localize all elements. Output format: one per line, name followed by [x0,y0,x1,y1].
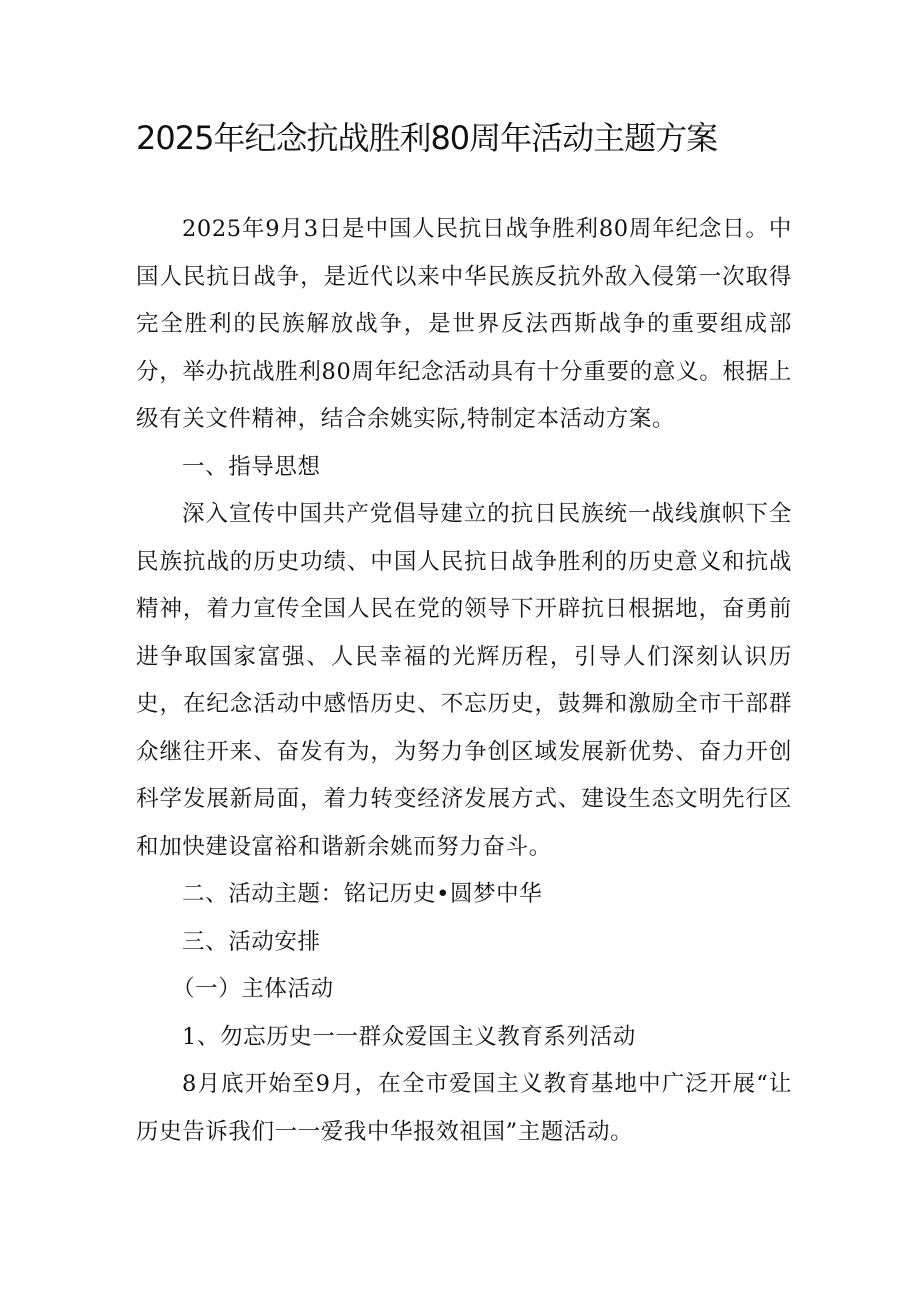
subsection-heading-main-activities: （一）主体活动 [172,976,334,1002]
section-heading-activity-arrangement: 三、活动安排 [182,928,321,955]
document-title: 2025年纪念抗战胜利80周年活动主题方案 [136,119,718,157]
item-heading-patriotic-education: 1、勿忘历史一一群众爱国主义教育系列活动 [182,1023,636,1050]
patriotic-education-paragraph: 8月底开始至9月，在全市爱国主义教育基地中广泛开展“让历史告诉我们一一爱我中华报效祖国”主题活动。 [136,1071,792,1145]
document-body [136,206,792,1156]
section-heading-activity-theme: 二、活动主题：铭记历史•圆梦中华 [182,881,543,907]
guiding-ideology-paragraph: 深入宣传中国共产党倡导建立的抗日民族统一战线旗帜下全民族抗战的历史功绩、中国人民抗日战争胜利的历史意义和抗战精神，着力宣传全国人民在党的领导下开辟抗日根据地，奋勇前进争取国家富强、人民幸福的光辉历程，引导人们深刻认识历史，在纪念活动中感悟历史、不忘历史，鼓舞和激励全市干部群众继往开来、奋发有为，为努力争创区域发展新优势、奋力开创科学发展新局面，着力转变经济发展方式、建设生态文明先行区和加快建设富裕和谐新余姚而努力奋斗。 [136,501,792,860]
section-heading-guiding-ideology: 一、指导思想 [182,453,321,480]
intro-paragraph: 2025年9月3日是中国人民抗日战争胜利80周年纪念日。中国人民抗日战争，是近代以来中华民族反抗外敌入侵第一次取得完全胜利的民族解放战争，是世界反法西斯战争的重要组成部分，举办抗战胜利80周年纪念活动具有十分重要的意义。根据上级有关文件精神，结合余姚实际,特制定本活动方案。 [136,216,792,432]
